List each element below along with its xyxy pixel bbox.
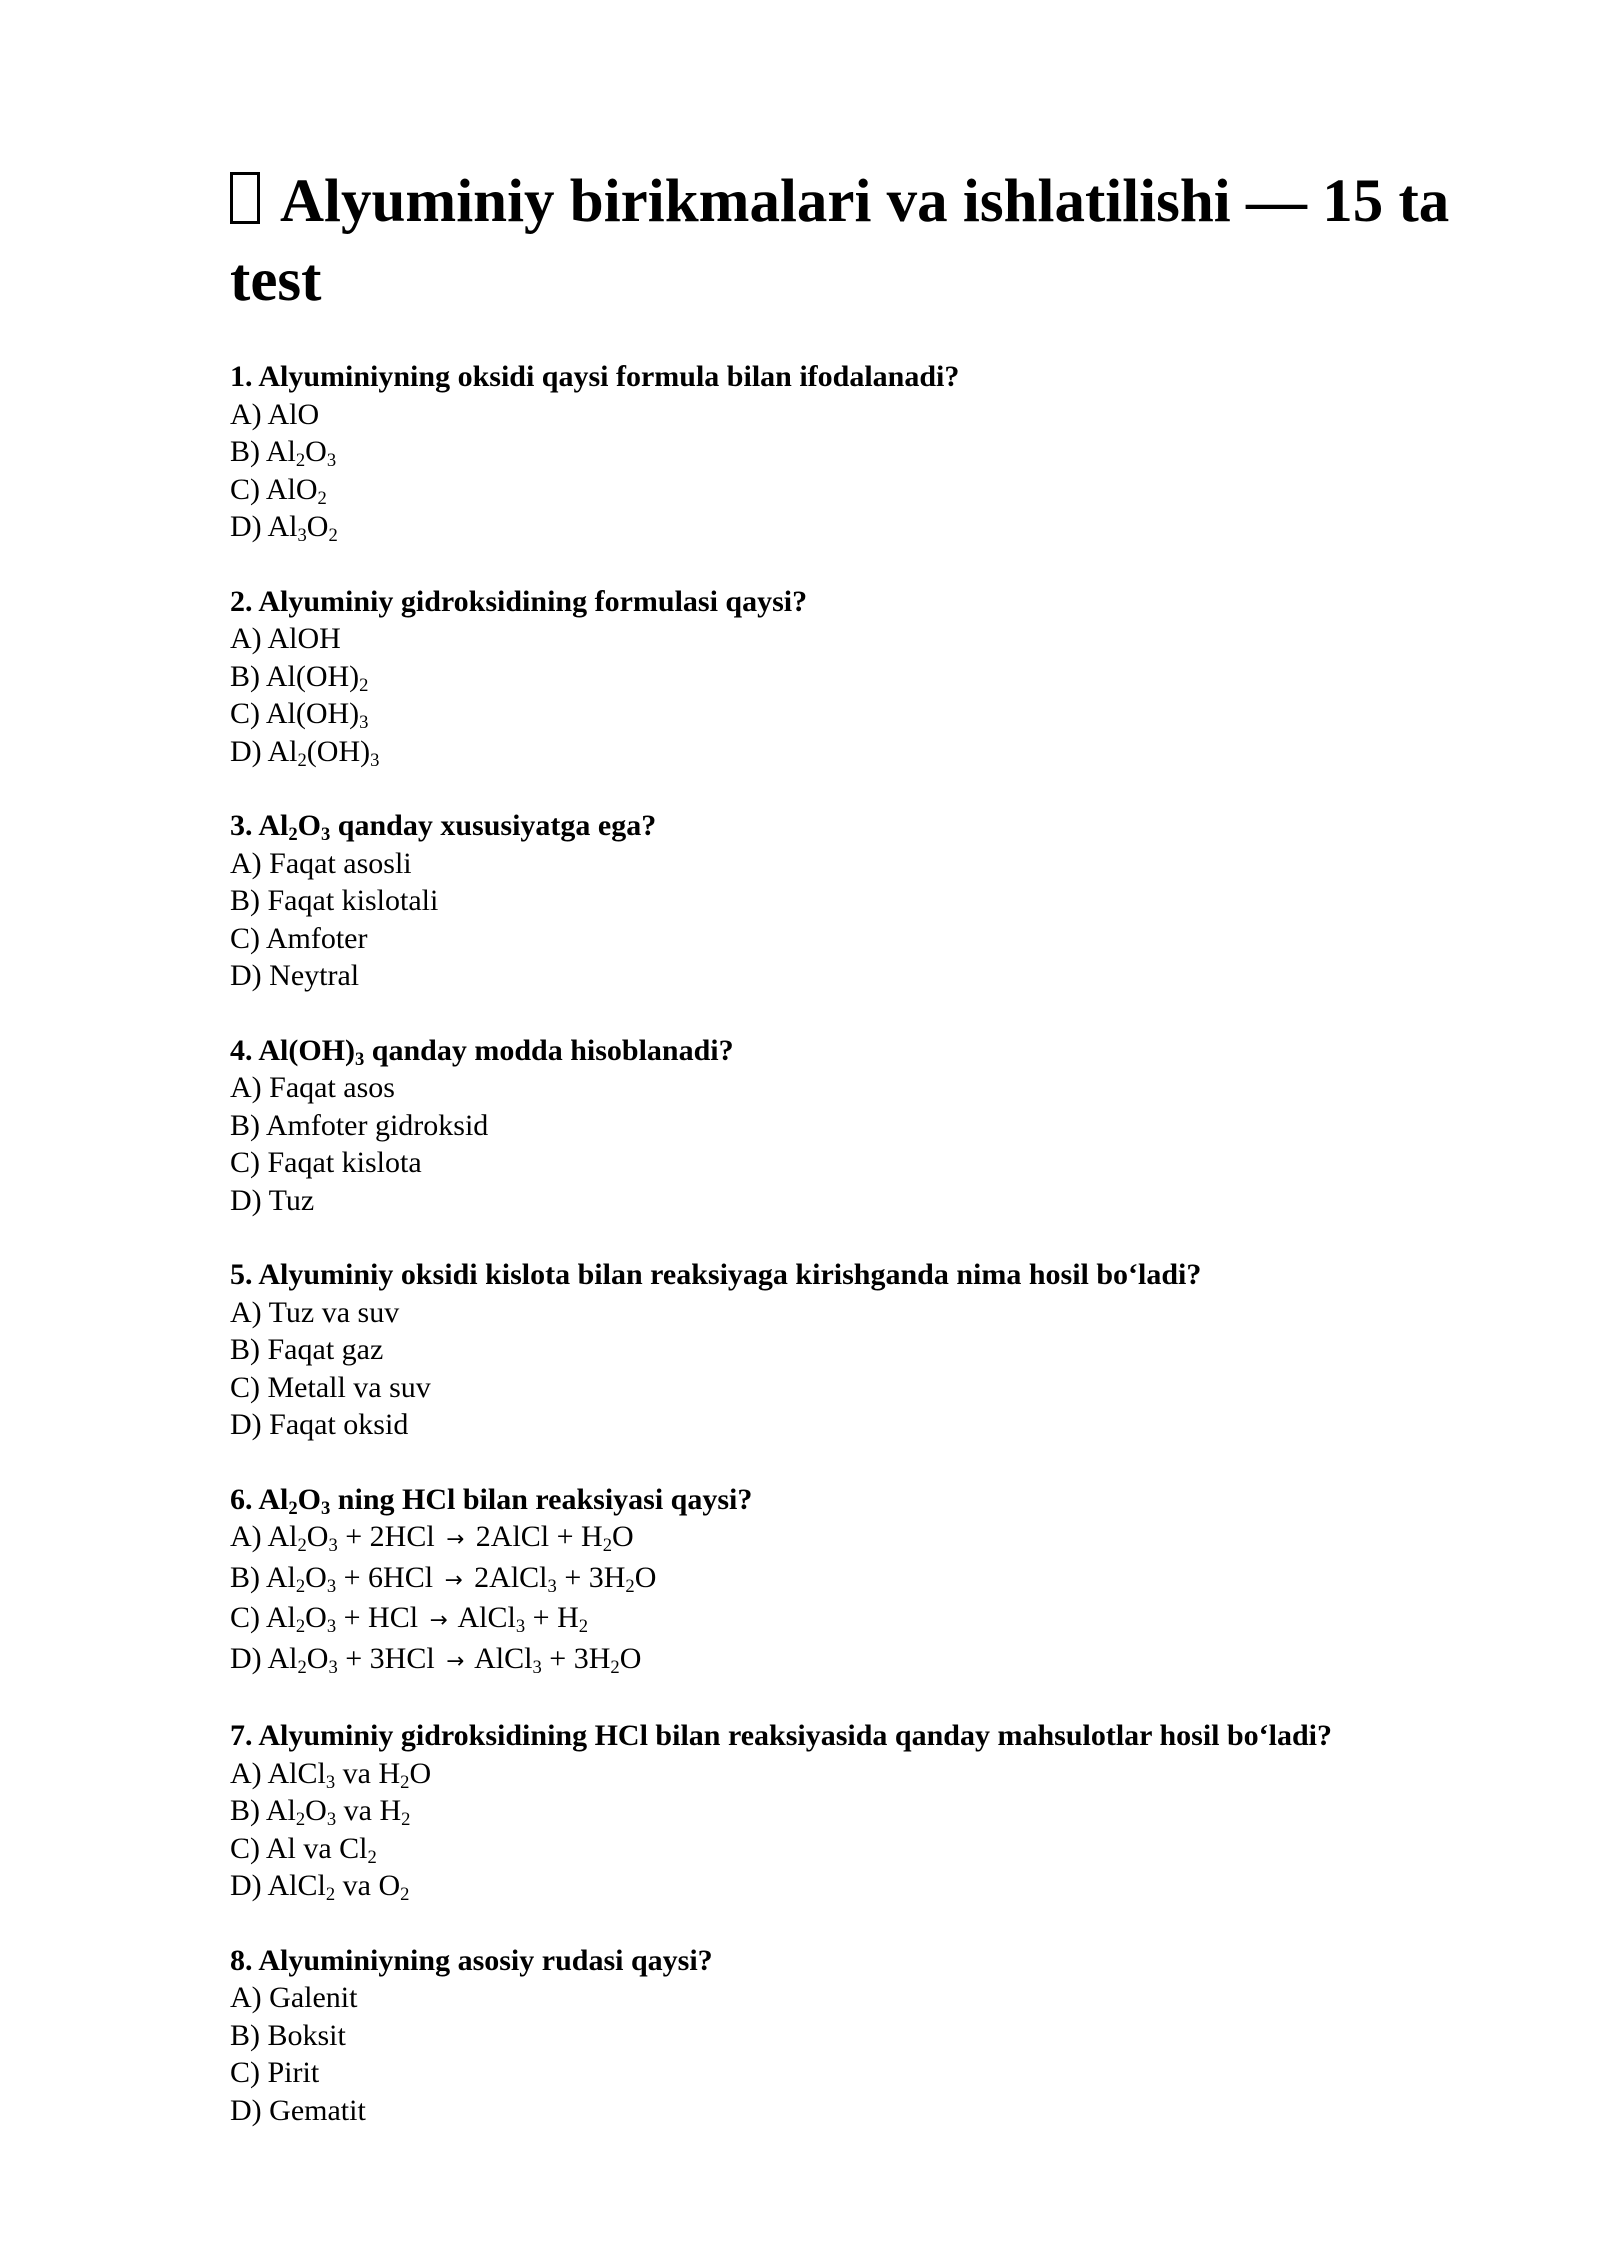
question-block [230, 1942, 1480, 2130]
answer-option: A) Faqat asosli [230, 846, 412, 880]
question-text: 3. $Al_2O_3$ qanday xususiyatga ega? [230, 809, 657, 846]
answer-option: C) $Al(OH)_3$ [230, 697, 369, 734]
question-block [230, 1256, 1480, 1444]
document-title [230, 162, 1480, 320]
question-text: 6. $Al_2O_3$ ning HCl bilan reaksiyasi qaysi? [230, 1482, 753, 1519]
question-text: 7. Alyuminiy gidroksidining HCl bilan reaksiyasida qanday mahsulotlar hosil boʻladi? [230, 1719, 1333, 1752]
answer-option: B) Faqat kislotali [230, 884, 439, 917]
answer-option: B) $Al(OH)_2$ [230, 659, 369, 696]
answer-option: B) Amfoter gidroksid [230, 1108, 489, 1142]
answer-option: D) $Al_3O_2$ [230, 510, 338, 547]
answer-option: C) Pirit [230, 2056, 320, 2089]
answer-option: C) Amfoter [230, 921, 368, 955]
answer-option: B) Boksit [230, 2018, 346, 2052]
answer-option: A) Galenit [230, 1981, 358, 2014]
answer-option: D) Neytral [230, 959, 360, 992]
question-text: 2. Alyuminiy gidroksidining formulasi qaysi? [230, 584, 808, 618]
answer-option: B) $Al_2O_3$ [230, 435, 337, 472]
question-text: 5. Alyuminiy oksidi kislota bilan reaksiyaga kirishganda nima hosil boʻladi? [230, 1258, 1202, 1291]
question-text: 8. Alyuminiyning asosiy rudasi qaysi? [230, 1943, 713, 1977]
answer-option: D) Gematit [230, 2093, 366, 2127]
answer-option: D) Faqat oksid [230, 1408, 409, 1441]
question-block [230, 1717, 1480, 1905]
answer-option: A) AlO [230, 397, 320, 431]
answer-option: D) $Al_2(OH)_3$ [230, 734, 380, 771]
answer-option: D) AlCl$_2$ va $O_2$ [230, 1869, 410, 1906]
answer-option: B) Faqat gaz [230, 1333, 384, 1366]
answer-option: A) AlOH [230, 622, 341, 655]
question-block [230, 1032, 1480, 1220]
answer-option: A) $Al_2O_3 + 2HCl$ → 2AlCl + $H_2O$ [230, 1520, 634, 1557]
answer-option: C) Faqat kislota [230, 1146, 422, 1179]
answer-option: B) $Al_2O_3 + 6HCl$ → 2AlCl$_3$ + $3H_2O$ [230, 1560, 657, 1597]
question-text: 1. Alyuminiyning oksidi qaysi formula bilan ifodalanadi? [230, 360, 960, 393]
answer-option: A) Tuz va suv [230, 1295, 400, 1329]
answer-option: C) $Al_2O_3$ + HCl → AlCl$_3$ + $H_2$ [230, 1601, 589, 1638]
answer-option: C) AlO$_2$ [230, 472, 327, 509]
document-page [230, 162, 1480, 2166]
question-block [230, 1481, 1480, 1681]
answer-option: A) Faqat asos [230, 1071, 395, 1104]
title-text: Alyuminiy birikmalari va ishlatilishi — 15 ta test [230, 168, 1465, 314]
answer-option: B) $Al_2O_3$ va $H_2$ [230, 1794, 411, 1831]
question-block [230, 807, 1480, 995]
question-list [230, 358, 1480, 2129]
question-block [230, 583, 1480, 771]
missing-glyph-icon [230, 172, 260, 224]
question-text: 4. $Al(OH)_3$ qanday modda hisoblanadi? [230, 1033, 734, 1070]
answer-option: D) $Al_2O_3 + 3HCl$ → AlCl$_3$ + $3H_2O$ [230, 1641, 642, 1678]
answer-option: D) Tuz [230, 1183, 315, 1217]
question-block [230, 358, 1480, 546]
answer-option: A) AlCl$_3$ va $H_2O$ [230, 1756, 432, 1793]
answer-option: C) Al va $Cl_2$ [230, 1831, 377, 1868]
answer-option: C) Metall va suv [230, 1370, 431, 1404]
